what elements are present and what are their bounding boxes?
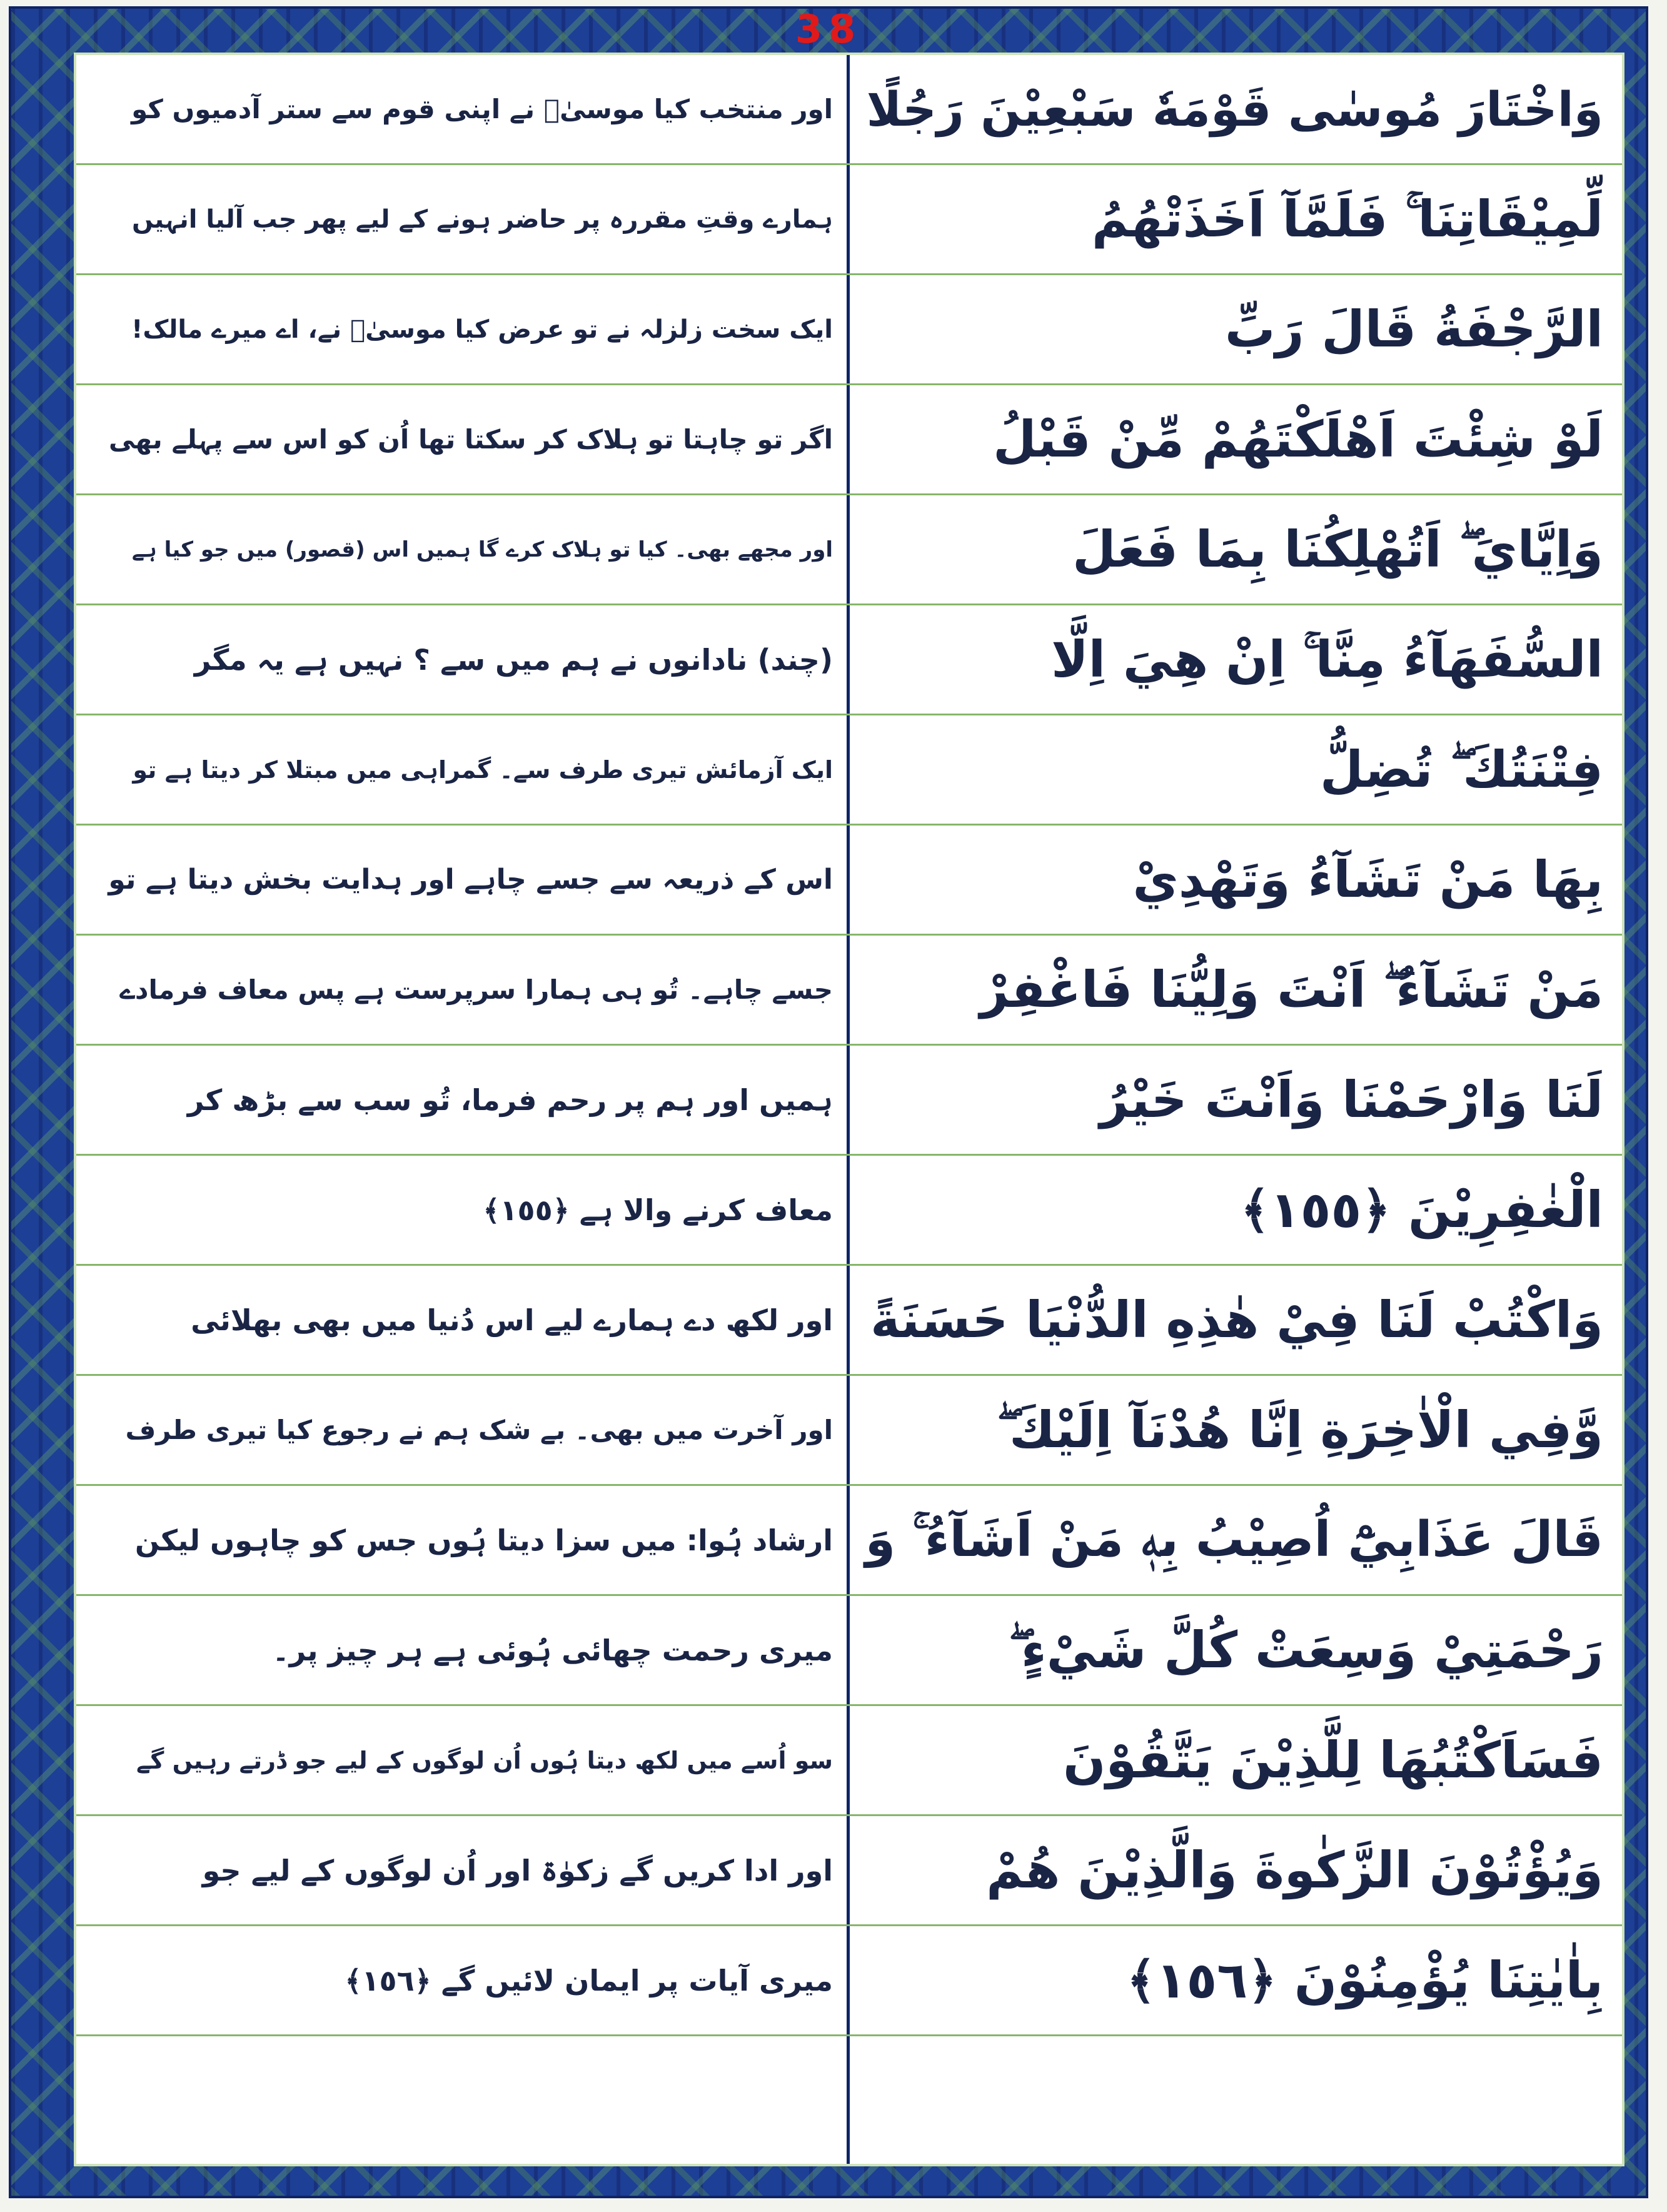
urdu-translation-text: اگر تو چاہتا تو ہلاک کر سکتا تھا اُن کو اس سے پہلے بھی (108, 424, 833, 455)
verse-row (76, 1596, 1622, 1706)
arabic-verse-text: وَاخْتَارَ مُوسٰى قَوْمَهٗ سَبْعِيْنَ رَجُلًا (866, 81, 1603, 137)
verse-row (76, 1486, 1622, 1596)
urdu-translation-text: ایک سخت زلزلہ نے تو عرض کیا موسیٰؑ نے، اے میرے مالک! (131, 315, 833, 344)
urdu-translation-text: جسے چاہے۔ تُو ہی ہمارا سرپرست ہے پس معاف فرمادے (119, 974, 833, 1005)
urdu-translation-text: اور مجھے بھی۔ کیا تو ہلاک کرے گا ہمیں اس (قصور) میں جو کیا ہے (131, 537, 833, 562)
verse-row (76, 1926, 1622, 2036)
urdu-translation-text: ایک آزمائش تیری طرف سے۔ گمراہی میں مبتلا کر دیتا ہے تو (133, 755, 833, 784)
urdu-translation-text: معاف کرنے والا ہے ﴿١٥٥﴾ (483, 1193, 833, 1227)
verse-row (76, 1156, 1622, 1266)
arabic-verse-text: الرَّجْفَةُ قَالَ رَبِّ (1225, 300, 1603, 358)
arabic-verse-text: السُّفَهَآءُ مِنَّا ۚ اِنْ هِيَ اِلَّا (1051, 630, 1603, 689)
verse-row (76, 1706, 1622, 1816)
verse-row (76, 1046, 1622, 1156)
verse-row (76, 936, 1622, 1046)
verse-row (76, 495, 1622, 605)
urdu-translation-text: اس کے ذریعہ سے جسے چاہے اور ہدایت بخش دیتا ہے تو (108, 864, 833, 896)
urdu-translation-text: میری آیات پر ایمان لائیں گے ﴿١٥٦﴾ (345, 1963, 833, 1997)
arabic-verse-text: الْغٰفِرِيْنَ ﴿١٥٥﴾ (1240, 1181, 1603, 1239)
urdu-translation-text: میری رحمت چھائی ہُوئی ہے ہر چیز پر۔ (272, 1633, 833, 1667)
verse-row (76, 1376, 1622, 1486)
urdu-translation-text: اور آخرت میں بھی۔ بے شک ہم نے رجوع کیا تیری طرف (125, 1415, 833, 1445)
verse-row (76, 1816, 1622, 1926)
urdu-translation-text: ارشاد ہُوا: میں سزا دیتا ہُوں جس کو چاہوں لیکن (134, 1523, 833, 1557)
arabic-verse-text: وَيُؤْتُوْنَ الزَّكٰوةَ وَالَّذِيْنَ هُمْ (986, 1841, 1603, 1899)
arabic-verse-text: بِهَا مَنْ تَشَآءُ وَتَهْدِيْ (1132, 851, 1603, 909)
arabic-verse-text: لَنَا وَارْحَمْنَا وَاَنْتَ خَيْرُ (1099, 1071, 1603, 1129)
urdu-translation-text: اور منتخب کیا موسیٰؑ نے اپنی قوم سے ستر آدمیوں کو (131, 94, 833, 124)
urdu-translation-text: (چند) نادانوں نے ہم میں سے ؟ نہیں ہے یہ مگر (194, 642, 833, 677)
verse-row (76, 275, 1622, 385)
arabic-verse-text: لِّمِيْقَاتِنَا ۚ فَلَمَّآ اَخَذَتْهُمُ (1092, 189, 1603, 248)
arabic-verse-text: وَاِيَّايَ ۖ اَتُهْلِكُنَا بِمَا فَعَلَ (1072, 520, 1603, 578)
arabic-verse-text: وَاكْتُبْ لَنَا فِيْ هٰذِهِ الدُّنْيَا حَسَنَةً (870, 1291, 1603, 1349)
verse-row (76, 385, 1622, 495)
arabic-verse-text: بِاٰيٰتِنَا يُؤْمِنُوْنَ ﴿١٥٦﴾ (1126, 1951, 1603, 2009)
urdu-translation-text: اور لکھ دے ہمارے لیے اس دُنیا میں بھی بھلائی (191, 1303, 833, 1337)
page-frame (9, 6, 1648, 2198)
page-number: 38 (795, 6, 862, 52)
verse-row (76, 826, 1622, 936)
urdu-translation-text: ہمیں اور ہم پر رحم فرما، تُو سب سے بڑھ کر (187, 1083, 833, 1117)
verse-row (76, 605, 1622, 715)
content-panel (74, 53, 1624, 2166)
verse-row (76, 715, 1622, 826)
verse-row (76, 165, 1622, 275)
urdu-translation-text: ہمارے وقتِ مقررہ پر حاضر ہونے کے لیے پھر جب آلیا انہیں (131, 205, 833, 234)
arabic-verse-text: مَنْ تَشَآءُ ۖ اَنْتَ وَلِيُّنَا فَاغْفِرْ (980, 960, 1603, 1019)
arabic-verse-text: فِتْنَتُكَ ۖ تُضِلُّ (1320, 740, 1603, 799)
verse-row (76, 55, 1622, 165)
arabic-verse-text: وَّفِي الْاٰخِرَةِ اِنَّا هُدْنَآ اِلَيْكَ ۖ (997, 1400, 1603, 1459)
urdu-translation-text: اور ادا کریں گے زکوٰۃ اور اُن لوگوں کے لیے جو (202, 1853, 833, 1887)
verse-row (76, 1266, 1622, 1376)
arabic-verse-text: رَحْمَتِيْ وَسِعَتْ كُلَّ شَيْءٍ ۖ (1008, 1620, 1603, 1679)
arabic-verse-text: قَالَ عَذَابِيْٓ اُصِيْبُ بِهٖ مَنْ اَشَآءُ ۚ وَ (865, 1512, 1603, 1568)
urdu-translation-text: سو اُسے میں لکھ دیتا ہُوں اُن لوگوں کے لیے جو ڈرتے رہیں گے (136, 1746, 833, 1774)
arabic-verse-text: فَسَاَكْتُبُهَا لِلَّذِيْنَ يَتَّقُوْنَ (1063, 1731, 1603, 1789)
arabic-verse-text: لَوْ شِئْتَ اَهْلَكْتَهُمْ مِّنْ قَبْلُ (993, 410, 1603, 468)
